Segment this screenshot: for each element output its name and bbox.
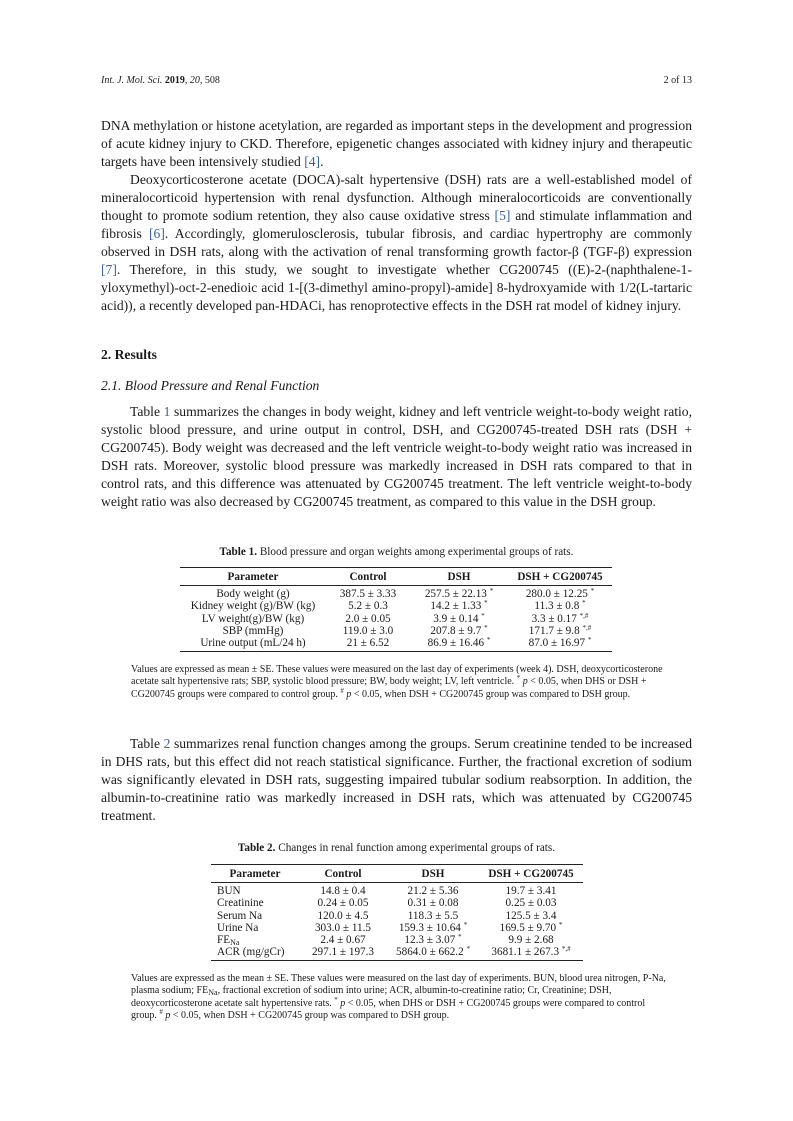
cell-value: 14.2 ± 1.33 — [430, 600, 482, 613]
footnote-text: < 0.05, when DSH + CG200745 group was compared to DSH group. — [351, 688, 631, 700]
value-cell-cg — [479, 897, 583, 909]
parameter-cell — [211, 946, 299, 961]
value-cell-cg — [508, 637, 612, 652]
citation-link[interactable]: [7] — [101, 262, 117, 277]
paragraph-text: . Therefore, in this study, we sought to investigate whether CG200745 ((E)-2-(naphthalene-1-yloxymethyl)-oct-2-enedioic acid 1-[(3-dimethyl amino-propyl)-amide] 8-hydroxyamide with 1/2(L-tartaric acid)), a recently developed pan-HDACi, has renoprotective effects in the DSH rat model of kidney injury. — [101, 262, 692, 313]
cell-value: 119.0 ± 3.0 — [342, 624, 394, 637]
paragraph-text: summarizes the changes in body weight, kidney and left ventricle weight-to-body weight ratio, systolic blood pressure, and urine output in control, DSH, and CG200745-treated DSH rats (DSH + CG200745). Body weight was decreased and the left ventricle weight-to-body weight ratio was increased in DSH rats. Moreover, systolic blood pressure was markedly increased in DSH rats compared to that in control rats, and this difference was attenuated by CG200745 treatment. The left ventricle weight-to-body weight ratio was also decreased by CG200745 treatment, as compared to this value in the DSH group. — [101, 404, 692, 509]
paragraph-2 — [101, 171, 692, 315]
citation-link[interactable]: [6] — [149, 226, 165, 241]
value-cell-cg — [508, 625, 612, 637]
cell-value: 5864.0 ± 662.2 — [396, 946, 464, 959]
value-cell-control — [299, 897, 387, 909]
parameter-cell — [180, 625, 326, 637]
significance-marker: * — [582, 599, 586, 608]
parameter-label: LV weight(g)/BW (kg) — [201, 612, 305, 625]
value-cell-cg — [508, 613, 612, 625]
paragraph-1-block — [101, 117, 692, 171]
cell-value: 297.1 ± 197.3 — [311, 946, 375, 959]
footnote-text: < 0.05, when DSH + CG200745 group was compared to DSH group. — [170, 1009, 450, 1021]
paragraph-3 — [101, 403, 692, 511]
table-2-caption — [101, 841, 692, 855]
page-number: 2 of 13 — [663, 75, 692, 86]
cell-value: 0.24 ± 0.05 — [317, 897, 369, 910]
table-2-link[interactable]: 2 — [163, 736, 171, 751]
significance-marker: *,# — [582, 623, 592, 632]
significance-marker: * — [458, 933, 462, 942]
paragraph-4 — [101, 735, 692, 825]
table-2-label: Table 2. — [237, 842, 276, 854]
table-header-row — [211, 865, 583, 883]
paragraph-4-block — [101, 735, 692, 825]
significance-marker: # — [159, 1007, 163, 1016]
running-header — [101, 74, 692, 88]
citation-link[interactable]: [5] — [494, 208, 511, 223]
parameter-label: Kidney weight (g)/BW (kg) — [190, 600, 316, 613]
cell-value: 257.5 ± 22.13 — [424, 588, 487, 601]
footnote-text: Values are expressed as mean ± SE. These values were measured on the last day of experiments (week 4). DSH, deoxycorticosterone acetate salt hypertensive rats; SBP, systolic blood pressure; BW, body weight; LV, left ventricle. — [131, 664, 663, 688]
table-1 — [180, 567, 612, 652]
value-cell-dsh — [387, 946, 479, 961]
parameter-label: Serum Na — [217, 909, 263, 922]
column-header: DSH — [387, 865, 479, 883]
journal-year: 2019 — [164, 75, 185, 86]
cell-value: 5.2 ± 0.3 — [348, 600, 388, 613]
cell-value: 159.3 ± 10.64 — [398, 921, 461, 934]
parameter-label: ACR (mg/gCr) — [217, 946, 285, 959]
value-cell-cg — [479, 883, 583, 898]
parameter-cell — [211, 922, 299, 934]
p-value-symbol: p — [522, 676, 528, 688]
cell-value: 125.5 ± 3.4 — [505, 909, 557, 922]
cell-value: 207.8 ± 9.7 — [430, 624, 482, 637]
table-1-footnote — [131, 664, 669, 701]
results-heading-block — [101, 346, 692, 364]
significance-marker: *,# — [561, 945, 571, 954]
table-2 — [211, 864, 583, 961]
value-cell-cg — [479, 946, 583, 961]
journal-volume: 20 — [189, 75, 200, 86]
table-row — [211, 883, 583, 898]
parameter-label: Body weight (g) — [216, 588, 290, 601]
cell-value: 14.8 ± 0.4 — [320, 885, 366, 898]
paragraph-text: and stimulate inflammation and fibrosis — [101, 208, 692, 241]
significance-marker: * — [484, 599, 488, 608]
footnote-text: < 0.05, when DHS or DSH + CG200745 groups were compared to control group. — [131, 676, 647, 700]
journal-citation: Int. J. Mol. Sci. 2019, 20, 508 — [101, 75, 220, 86]
value-cell-control — [299, 934, 387, 946]
table-1-link[interactable]: 1 — [163, 404, 171, 419]
cell-value: 9.9 ± 2.68 — [508, 934, 554, 947]
value-cell-control — [299, 946, 387, 961]
paragraph-text: . Accordingly, glomerulosclerosis, tubular fibrosis, and cardiac hypertrophy are commonly observed in DSH rats, along with the activation of renal transforming growth factor-β (TGF-β) expression — [101, 226, 692, 259]
table-row — [211, 910, 583, 922]
value-cell-dsh — [387, 922, 479, 934]
cell-value: 169.5 ± 9.70 — [499, 921, 557, 934]
cell-value: 21 ± 6.52 — [346, 637, 390, 650]
value-cell-control — [326, 600, 410, 612]
parameter-label: Urine Na — [217, 921, 259, 934]
significance-marker: * — [558, 920, 563, 929]
significance-marker: * — [590, 587, 595, 596]
value-cell-cg — [479, 922, 583, 934]
parameter-subscript: Na — [230, 938, 240, 948]
significance-marker: * — [516, 674, 521, 683]
column-header: DSH + CG200745 — [508, 568, 612, 586]
cell-value: 3.9 ± 0.14 — [433, 612, 479, 625]
cell-value: 2.0 ± 0.05 — [345, 612, 391, 625]
parameter-label: SBP (mmHg) — [222, 624, 284, 637]
parameter-cell — [180, 637, 326, 652]
significance-marker: * — [489, 587, 494, 596]
cell-value: 171.7 ± 9.8 — [528, 624, 580, 637]
cell-value: 387.5 ± 3.33 — [339, 588, 397, 601]
p-value-symbol: p — [165, 1009, 171, 1021]
cell-value: 280.0 ± 12.25 — [525, 588, 588, 601]
parameter-label: BUN — [217, 885, 241, 898]
value-cell-cg — [508, 600, 612, 612]
value-cell-dsh — [410, 586, 508, 601]
significance-marker: # — [340, 686, 344, 695]
significance-marker: * — [486, 636, 491, 645]
paragraph-text: summarizes renal function changes among the groups. Serum creatinine tended to be increased in DHS rats, but this effect did not reach statistical significance. Further, the fractional excretion of sodium was significantly elevated in DSH rats, suggesting impaired tubular sodium reabsorption. In addition, the albumin-to-creatinine ratio was markedly increased in DSH rats, which was attenuated by CG200745 treatment. — [101, 736, 692, 823]
cell-value: 118.3 ± 5.5 — [407, 909, 459, 922]
subscript: Na — [208, 988, 218, 998]
table-row — [180, 637, 612, 652]
p-value-symbol: p — [340, 997, 346, 1009]
column-header: DSH + CG200745 — [479, 865, 583, 883]
significance-marker: * — [463, 920, 468, 929]
table-row — [180, 586, 612, 601]
paragraph-3-block — [101, 403, 692, 511]
parameter-cell — [211, 910, 299, 922]
paragraph-2-block — [101, 171, 692, 315]
significance-marker: * — [466, 945, 470, 954]
table-header-row — [180, 568, 612, 586]
value-cell-control — [326, 637, 410, 652]
value-cell-dsh — [387, 883, 479, 898]
cell-value: 0.31 ± 0.08 — [407, 897, 459, 910]
value-cell-control — [299, 883, 387, 898]
value-cell-dsh — [410, 637, 508, 652]
significance-marker: *,# — [579, 611, 589, 620]
paragraph-1 — [101, 117, 692, 171]
value-cell-control — [326, 613, 410, 625]
table-row — [180, 625, 612, 637]
parameter-cell — [180, 600, 326, 612]
value-cell-control — [299, 910, 387, 922]
table-row — [180, 613, 612, 625]
table-1-caption-text: Blood pressure and organ weights among experimental groups of rats. — [257, 546, 574, 558]
cell-value: 11.3 ± 0.8 — [534, 600, 580, 613]
section-heading: 2. Results — [101, 347, 157, 362]
table-1-caption — [101, 545, 692, 559]
value-cell-control — [326, 625, 410, 637]
cell-value: 86.9 ± 16.46 — [427, 637, 485, 650]
parameter-label: FE — [217, 934, 231, 947]
footnote-text: , fractional excretion of sodium into urine; ACR, albumin-to-creatinine ratio; Cr, Creatinine; DSH, deoxycorticosterone acetate salt hypertensive rats. — [131, 985, 612, 1009]
citation-link[interactable]: [4] — [304, 154, 321, 169]
table-1-wrapper — [180, 567, 612, 652]
table-row — [211, 934, 583, 946]
cell-value: 21.2 ± 5.36 — [407, 885, 459, 898]
parameter-label: Creatinine — [217, 897, 264, 910]
table-row — [211, 922, 583, 934]
significance-marker: * — [484, 623, 488, 632]
parameter-cell — [211, 897, 299, 909]
table-2-wrapper — [211, 864, 583, 961]
significance-marker: * — [334, 995, 338, 1004]
table-1-label: Table 1. — [219, 546, 258, 558]
parameter-cell — [211, 883, 299, 898]
column-header: DSH — [410, 568, 508, 586]
paragraph-text: DNA methylation or histone acetylation, are regarded as important steps in the development and progression of acute kidney injury to CKD. Therefore, epigenetic changes associated with kidney injury and therapeutic targets have been intensively studied — [101, 118, 692, 169]
table-row — [211, 897, 583, 909]
table-2-caption-text: Changes in renal function among experimental groups of rats. — [275, 842, 556, 854]
table-row — [180, 600, 612, 612]
cell-value: 120.0 ± 4.5 — [317, 909, 369, 922]
p-value-symbol: p — [346, 688, 352, 700]
footnote-text: < 0.05, when DHS or DSH + CG200745 groups were compared to control group. — [131, 997, 646, 1021]
journal-name: Int. J. Mol. Sci. — [101, 75, 163, 86]
cell-value: 0.25 ± 0.03 — [505, 897, 557, 910]
value-cell-dsh — [410, 600, 508, 612]
table-row — [211, 946, 583, 961]
cell-value: 87.0 ± 16.97 — [528, 637, 586, 650]
column-header: Control — [326, 568, 410, 586]
paragraph-text: Table — [130, 404, 164, 419]
column-header: Parameter — [211, 865, 299, 883]
value-cell-dsh — [410, 613, 508, 625]
significance-marker: * — [587, 636, 592, 645]
cell-value: 19.7 ± 3.41 — [505, 885, 557, 898]
value-cell-dsh — [387, 897, 479, 909]
parameter-cell — [180, 586, 326, 601]
paragraph-text: Deoxycorticosterone acetate (DOCA)-salt hypertensive (DSH) rats are a well-established model of mineralocorticoid hypertension with renal dysfunction. Although mineralocorticoids are conventionally thought to promote sodium retention, they also cause oxidative stress — [101, 172, 692, 223]
value-cell-dsh — [410, 625, 508, 637]
article-number: 508 — [204, 75, 220, 86]
parameter-label: Urine output (mL/24 h) — [200, 637, 306, 650]
significance-marker: * — [481, 611, 485, 620]
subsection-heading-block — [101, 377, 692, 395]
value-cell-control — [299, 922, 387, 934]
subsection-heading: 2.1. Blood Pressure and Renal Function — [101, 378, 320, 393]
value-cell-control — [326, 586, 410, 601]
column-header: Control — [299, 865, 387, 883]
parameter-cell — [180, 613, 326, 625]
parameter-cell — [211, 934, 299, 946]
cell-value: 3.3 ± 0.17 — [531, 612, 577, 625]
cell-value: 303.0 ± 11.5 — [314, 921, 372, 934]
cell-value: 12.3 ± 3.07 — [404, 934, 456, 947]
value-cell-cg — [479, 910, 583, 922]
column-header: Parameter — [180, 568, 326, 586]
table-2-footnote — [131, 973, 669, 1022]
footnote-text: Values are expressed as the mean ± SE. These values were measured on the last day of experiments. BUN, blood urea nitrogen, P-Na, plasma sodium; FE — [131, 973, 666, 997]
cell-value: 2.4 ± 0.67 — [320, 934, 366, 947]
paragraph-text: Table — [130, 736, 164, 751]
value-cell-cg — [508, 586, 612, 601]
paragraph-text: . — [320, 154, 324, 169]
cell-value: 3681.1 ± 267.3 — [491, 946, 560, 959]
